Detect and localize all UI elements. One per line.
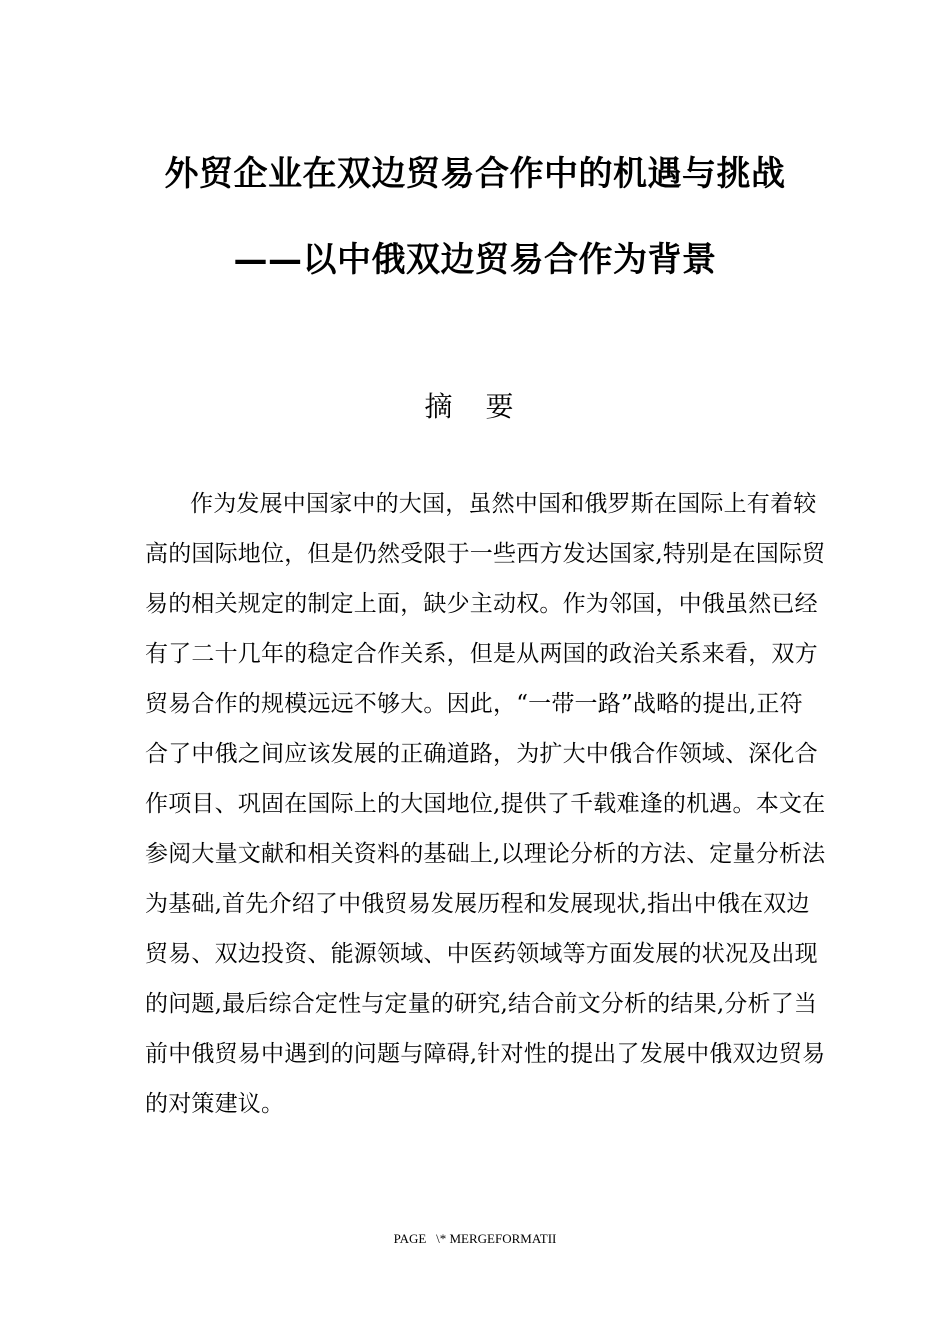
abstract-line: 高的国际地位，但是仍然受限于一些西方发达国家,特别是在国际贸 bbox=[145, 541, 826, 567]
abstract-line: 为基础,首先介绍了中俄贸易发展历程和发展现状,指出中俄在双边 bbox=[145, 891, 810, 917]
abstract-line: 作为发展中国家中的大国，虽然中国和俄罗斯在国际上有着较 bbox=[190, 491, 817, 517]
abstract-line: 贸易、双边投资、能源领域、中医药领域等方面发展的状况及出现 bbox=[145, 941, 818, 967]
abstract-line: 有了二十几年的稳定合作关系，但是从两国的政治关系来看，双方 bbox=[145, 641, 818, 667]
abstract-line: 贸易合作的规模远远不够大。因此，“一带一路”战略的提出,正符 bbox=[145, 691, 803, 717]
abstract-heading: 摘 要 bbox=[424, 390, 526, 423]
abstract-line: 作项目、巩固在国际上的大国地位,提供了千载难逢的机遇。本文在 bbox=[145, 791, 826, 817]
page-footer: PAGE \* MERGEFORMATII bbox=[393, 1231, 557, 1246]
abstract-line: 的对策建议。 bbox=[145, 1091, 285, 1117]
document-title: 外贸企业在双边贸易合作中的机遇与挑战 bbox=[164, 154, 786, 194]
abstract-body bbox=[145, 485, 826, 1135]
abstract-line: 易的相关规定的制定上面，缺少主动权。作为邻国，中俄虽然已经 bbox=[145, 591, 818, 617]
abstract-line: 参阅大量文献和相关资料的基础上,以理论分析的方法、定量分析法 bbox=[145, 841, 826, 867]
abstract-line: 前中俄贸易中遇到的问题与障碍,针对性的提出了发展中俄双边贸易 bbox=[145, 1041, 826, 1067]
abstract-line: 的问题,最后综合定性与定量的研究,结合前文分析的结果,分析了当 bbox=[145, 991, 818, 1017]
document-subtitle: ——以中俄双边贸易合作为背景 bbox=[233, 240, 717, 280]
abstract-line: 合了中俄之间应该发展的正确道路，为扩大中俄合作领域、深化合 bbox=[145, 741, 818, 767]
